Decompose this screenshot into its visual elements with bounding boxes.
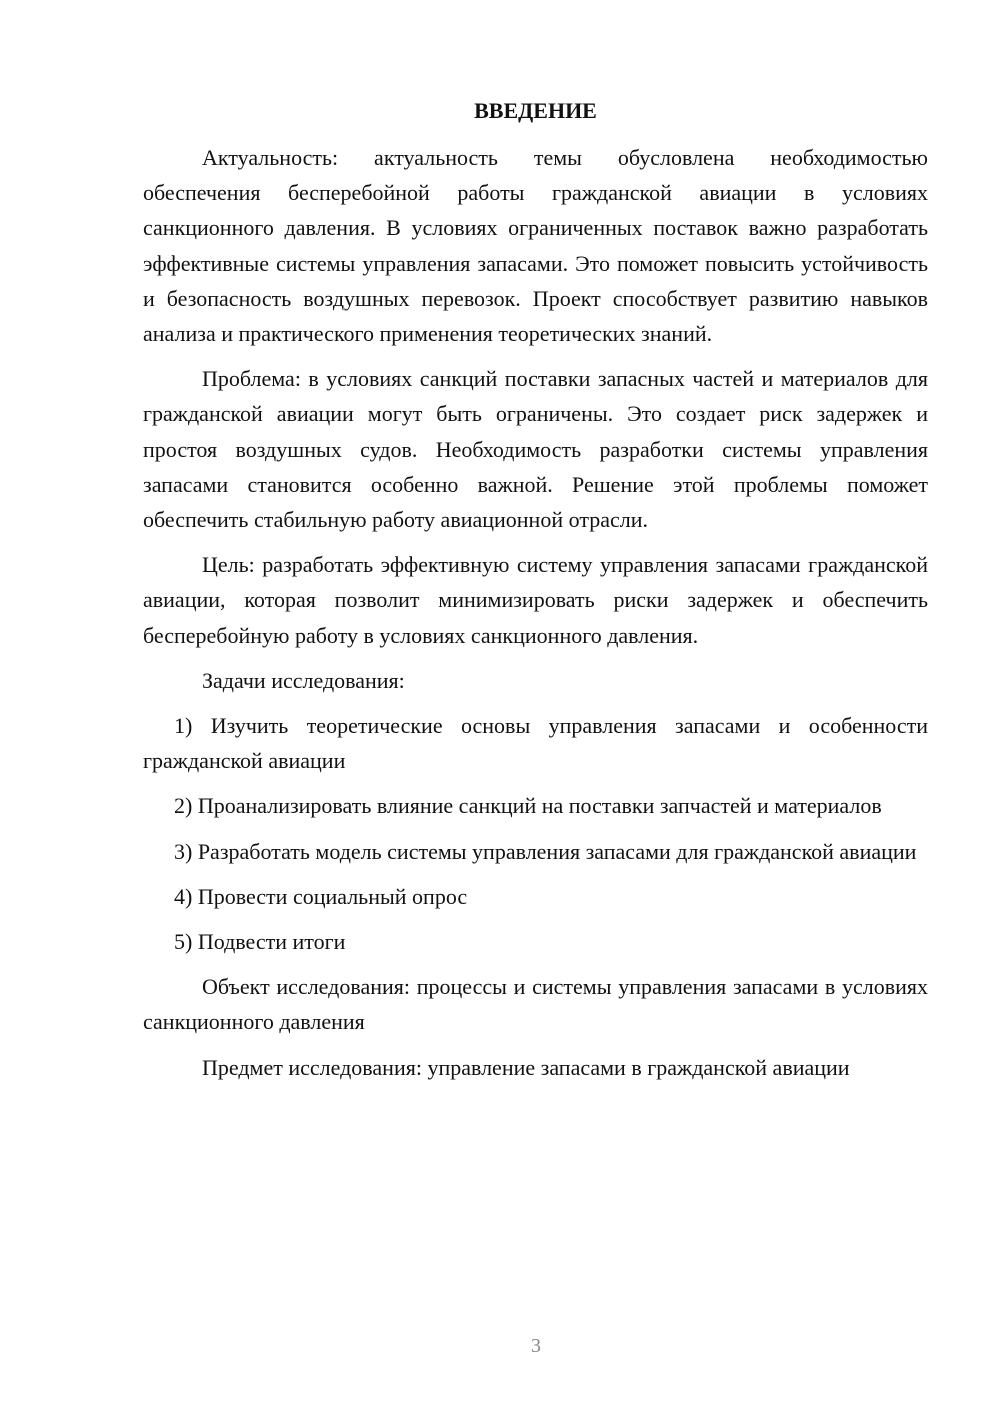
task-item-3: 3) Разработать модель системы управления запасами для гражданской авиации (174, 838, 917, 864)
task-item-5: 5) Подвести итоги (174, 929, 346, 955)
goal-paragraph: Цель: разработать эффективную систему управления запасами гражданской авиации, которая позволит минимизировать риски задержек и обеспечить бесперебойную работу в условиях санкционного давления. (143, 552, 928, 648)
object-paragraph: Объект исследования: процессы и системы управления запасами в условиях санкционного давления (143, 974, 928, 1035)
page-number: 3 (531, 1335, 541, 1357)
document-page (143, 93, 928, 1095)
section-heading: ВВЕДЕНИЕ (474, 98, 597, 123)
tasks-title: Задачи исследования: (202, 667, 405, 693)
task-item-2: 2) Проанализировать влияние санкций на поставки запчастей и материалов (174, 793, 882, 819)
task-item-1: 1) Изучить теоретические основы управления запасами и особенности гражданской авиации (143, 713, 928, 774)
subject-paragraph: Предмет исследования: управление запасами в гражданской авиации (202, 1054, 850, 1080)
relevance-paragraph: Актуальность: актуальность темы обусловлена необходимостью обеспечения бесперебойной работы гражданской авиации в условиях санкционного давления. В условиях ограниченных поставок важно разработать эффективные системы управления запасами. Это поможет повысить устойчивость и безопасность воздушных перевозок. Проект способствует развитию навыков анализа и практического применения теоретических знаний. (143, 145, 928, 347)
task-item-4: 4) Провести социальный опрос (174, 883, 468, 909)
problem-paragraph: Проблема: в условиях санкций поставки запасных частей и материалов для гражданской авиации могут быть ограничены. Это создает риск задержек и простоя воздушных судов. Необходимость разработки системы управления запасами становится особенно важной. Решение этой проблемы поможет обеспечить стабильную работу авиационной отрасли. (143, 366, 928, 533)
